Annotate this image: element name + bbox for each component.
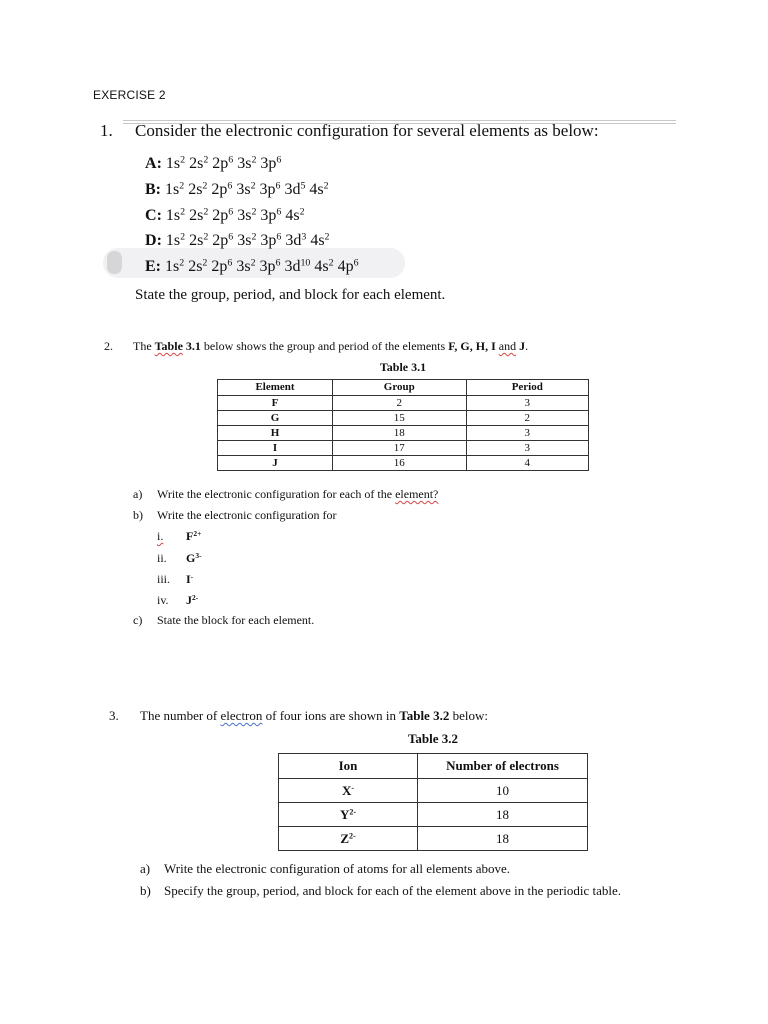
table-cell: H (218, 426, 333, 441)
table-3-2-caption: Table 3.2 (407, 731, 459, 746)
column-header: Period (466, 380, 588, 396)
spellcheck-word: Table (154, 339, 183, 353)
table-cell: 4 (466, 456, 588, 471)
question-1-instruction: State the group, period, and block for each element. (135, 287, 446, 303)
text-run: Write the electronic configuration for each of the (157, 487, 396, 501)
table-row (218, 426, 589, 441)
table-row (218, 456, 589, 471)
text-run: Table 3.2 (399, 708, 450, 723)
exercise-title: EXERCISE 2 (93, 88, 166, 102)
table-cell: 18 (418, 803, 588, 827)
config-value: $1s^2$ $2s^2$ $2p^6$ $3s^2$ $3p^6$ (165, 154, 282, 172)
config-label: A (145, 155, 157, 172)
question-2c-text: State the block for each element. (157, 613, 315, 627)
table-row (279, 779, 588, 803)
question-2c-label: c) (133, 613, 143, 627)
spellcheck-word: element? (395, 487, 439, 501)
table-3-2 (278, 753, 588, 851)
question-3b-text: Specify the group, period, and block for each of the element above in the periodic table. (164, 883, 621, 898)
table-row (279, 827, 588, 851)
roman-numeral: iv. (157, 593, 169, 607)
spellcheck-word: i. (157, 529, 164, 543)
text-run: J (519, 339, 526, 353)
table-cell: F (218, 396, 333, 411)
config-value: $1s^2$ $2s^2$ $2p^6$ $3s^2$ $3p^6$ $3d^3$ $4s^2$ (165, 231, 330, 249)
table-cell: 18 (333, 426, 467, 441)
question-2a-label: a) (133, 487, 143, 501)
table-cell: 2 (466, 411, 588, 426)
table-cell: 15 (333, 411, 467, 426)
config-label: C (145, 207, 157, 224)
table-row (218, 411, 589, 426)
question-1-number: 1. (100, 121, 113, 140)
question-3-text (140, 708, 488, 724)
table-row (218, 396, 589, 411)
spellcheck-word: and (498, 339, 517, 353)
table-cell: 3 (466, 426, 588, 441)
table-cell: G (218, 411, 333, 426)
text-run: . (525, 339, 529, 353)
spellcheck-word: electron (220, 708, 263, 723)
table-3-1 (217, 379, 589, 471)
table-row (279, 803, 588, 827)
table-header-row (218, 380, 589, 396)
text-run: The (133, 339, 155, 353)
table-cell: I (218, 441, 333, 456)
question-3-number: 3. (109, 708, 119, 723)
table-row (218, 441, 589, 456)
table-cell: 2 (333, 396, 467, 411)
table-cell: 18 (418, 827, 588, 851)
text-run: of four ions are shown in (262, 708, 400, 723)
table-cell: $Y^{2-}$ (279, 803, 418, 827)
table-cell: X- (279, 779, 418, 803)
table-cell: 17 (333, 441, 467, 456)
config-value: $1s^2$ $2s^2$ $2p^6$ $3s^2$ $3p^6$ $3d^{10}$ $4s^2$ $4p^6$ (165, 257, 359, 275)
config-value: $1s^2$ $2s^2$ $2p^6$ $3s^2$ $3p^6$ $4s^2$ (165, 206, 305, 224)
roman-numeral: iii. (157, 572, 171, 586)
ion-symbol: I- (186, 571, 194, 586)
question-3a-text: Write the electronic configuration of atoms for all elements above. (164, 861, 511, 876)
table-cell: J (218, 456, 333, 471)
question-2a-text (157, 487, 438, 502)
text-run: below shows the group and period of the elements (200, 339, 449, 353)
question-2-number: 2. (104, 339, 113, 353)
text-run: below: (449, 708, 488, 723)
table-3-1-caption: Table 3.1 (379, 360, 427, 374)
config-label: B (145, 181, 156, 198)
roman-numeral (157, 529, 163, 544)
table-cell: 3 (466, 396, 588, 411)
config-row-a: A: $1s^2$ $2s^2$ $2p^6$ $3s^2$ $3p^6$ (145, 154, 282, 172)
table-cell: 3 (466, 441, 588, 456)
config-row-c: C: $1s^2$ $2s^2$ $2p^6$ $3s^2$ $3p^6$ $4s^2$ (145, 206, 305, 224)
question-2-text (133, 339, 528, 354)
text-run: 3.1 (182, 339, 201, 353)
config-label: E (145, 258, 156, 275)
column-header: Element (218, 380, 333, 396)
text-run: The number of (140, 708, 221, 723)
blurred-overlay-handle (107, 251, 122, 274)
ion-symbol: $G^{3-}$ (186, 550, 202, 565)
text-run: F, G, H, I (448, 339, 496, 353)
question-3b-label: b) (140, 883, 151, 898)
table-header-row (279, 754, 588, 779)
ion-symbol: $F^{2+}$ (186, 528, 202, 543)
table-cell: 10 (418, 779, 588, 803)
ion-symbol: $J^{2-}$ (186, 592, 199, 607)
question-1-text: Consider the electronic configuration for several elements as below: (135, 121, 599, 140)
question-2b-label: b) (133, 508, 143, 522)
config-row-d: D: $1s^2$ $2s^2$ $2p^6$ $3s^2$ $3p^6$ $3d^3$ $4s^2$ (145, 231, 330, 249)
column-header: Ion (279, 754, 418, 779)
table-cell: 16 (333, 456, 467, 471)
config-label: D (145, 232, 157, 249)
config-row-b: B: $1s^2$ $2s^2$ $2p^6$ $3s^2$ $3p^6$ $3d^5$ $4s^2$ (145, 180, 329, 198)
question-2b-text: Write the electronic configuration for (157, 508, 337, 522)
config-row-e: E: $1s^2$ $2s^2$ $2p^6$ $3s^2$ $3p^6$ $3d^{10}$ $4s^2$ $4p^6$ (145, 257, 359, 275)
column-header: Group (333, 380, 467, 396)
table-cell: $Z^{2-}$ (279, 827, 418, 851)
config-value: $1s^2$ $2s^2$ $2p^6$ $3s^2$ $3p^6$ $3d^5$ $4s^2$ (165, 180, 329, 198)
column-header: Number of electrons (418, 754, 588, 779)
question-3a-label: a) (140, 861, 151, 876)
roman-numeral: ii. (157, 551, 167, 565)
